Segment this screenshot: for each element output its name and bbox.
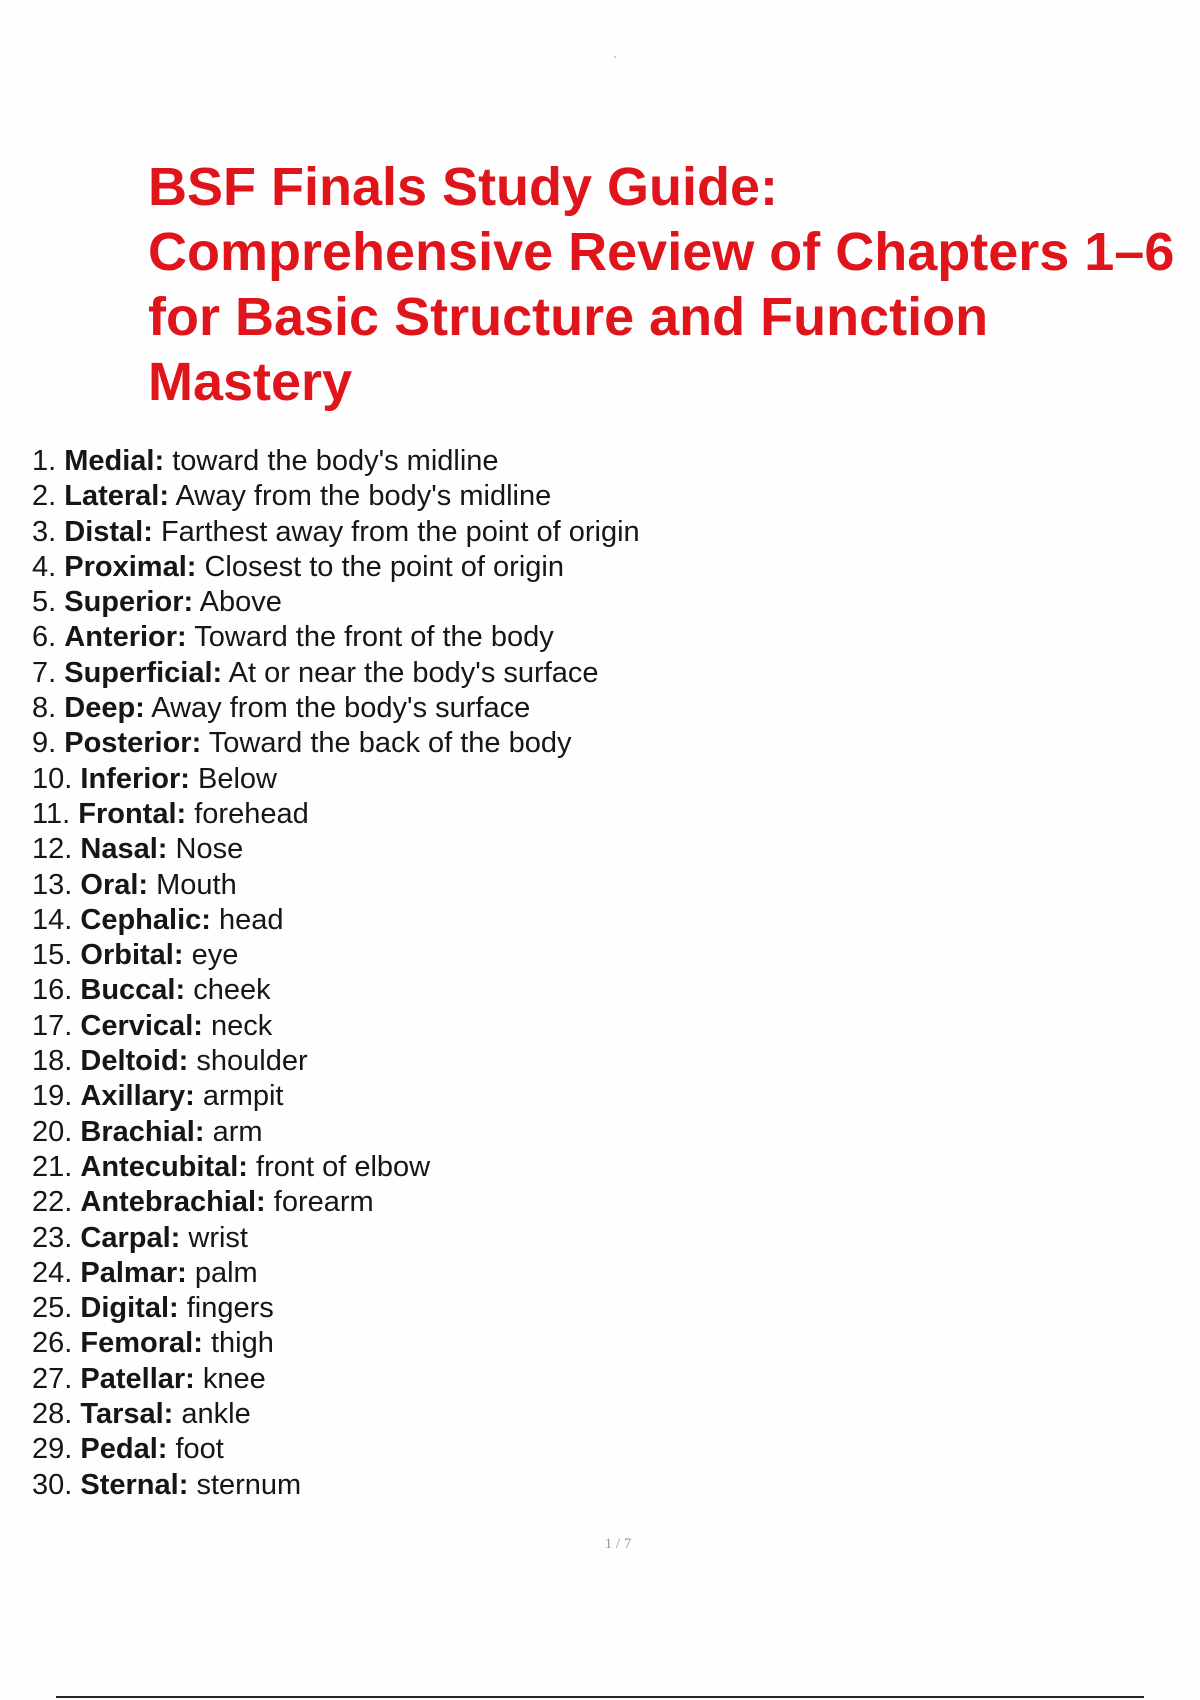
page-title: [148, 155, 1200, 415]
list-item: [32, 1009, 792, 1044]
list-item: [32, 585, 792, 620]
item-definition: fingers: [186, 1292, 274, 1325]
item-number: 17.: [32, 1009, 73, 1042]
item-term: Pedal:: [80, 1433, 168, 1466]
item-number: 15.: [32, 939, 73, 972]
item-number: 20.: [32, 1115, 73, 1148]
item-term: Proximal:: [64, 550, 197, 583]
item-number: 22.: [32, 1186, 73, 1219]
item-term: Oral:: [80, 868, 149, 901]
item-term: Inferior:: [80, 762, 190, 795]
item-number: 12.: [32, 833, 73, 866]
list-item: [32, 762, 792, 797]
item-definition: forehead: [194, 797, 309, 830]
item-definition: neck: [210, 1009, 273, 1042]
item-number: 8.: [32, 692, 57, 725]
item-definition: front of elbow: [256, 1150, 431, 1183]
item-term: Antecubital:: [80, 1150, 248, 1183]
list-item: [32, 1115, 792, 1150]
item-term: Carpal:: [80, 1221, 181, 1254]
item-definition: Nose: [175, 833, 244, 866]
item-definition: cheek: [193, 974, 271, 1007]
list-item: [32, 1397, 792, 1432]
item-number: 21.: [32, 1150, 73, 1183]
item-number: 26.: [32, 1327, 73, 1360]
list-item: [32, 479, 792, 514]
item-term: Deep:: [64, 692, 145, 725]
list-item: [32, 868, 792, 903]
item-definition: Above: [199, 586, 282, 619]
list-item: [32, 1221, 792, 1256]
item-number: 19.: [32, 1080, 73, 1113]
item-definition: toward the body's midline: [172, 445, 499, 477]
item-definition: eye: [191, 939, 239, 972]
list-item: [32, 1150, 792, 1185]
item-term: Cervical:: [80, 1009, 203, 1042]
list-item: [32, 444, 792, 479]
list-item: [32, 691, 792, 726]
item-definition: shoulder: [196, 1045, 308, 1078]
item-number: 6.: [32, 621, 57, 654]
item-definition: Away from the body's midline: [175, 480, 552, 513]
item-number: 27.: [32, 1362, 73, 1395]
item-term: Tarsal:: [80, 1398, 174, 1431]
item-number: 4.: [32, 550, 57, 583]
list-item: [32, 973, 792, 1008]
title-line-4: Mastery: [148, 352, 353, 412]
item-term: Nasal:: [80, 833, 168, 866]
item-number: 23.: [32, 1221, 73, 1254]
scan-mark: [614, 56, 616, 58]
item-term: Brachial:: [80, 1115, 205, 1148]
list-item: [32, 1432, 792, 1467]
item-definition: palm: [194, 1256, 258, 1289]
item-definition: forearm: [273, 1186, 374, 1219]
item-number: 24.: [32, 1256, 73, 1289]
item-term: Femoral:: [80, 1327, 203, 1360]
item-number: 29.: [32, 1433, 73, 1466]
list-item: [32, 938, 792, 973]
item-definition: Toward the back of the body: [208, 727, 572, 760]
item-definition: At or near the body's surface: [228, 656, 599, 689]
list-item: [32, 1044, 792, 1079]
item-number: 11.: [32, 797, 71, 830]
item-number: 3.: [32, 515, 57, 548]
item-number: 13.: [32, 868, 73, 901]
item-definition: foot: [175, 1433, 224, 1466]
item-definition: sternum: [196, 1468, 302, 1501]
item-term: Posterior:: [64, 727, 202, 760]
title-line-2: Comprehensive Review of Chapters 1–6: [148, 222, 1175, 282]
item-number: 28.: [32, 1398, 73, 1431]
item-term: Digital:: [80, 1292, 179, 1325]
item-term: Palmar:: [80, 1256, 187, 1289]
item-definition: Farthest away from the point of origin: [160, 515, 640, 548]
item-term: Antebrachial:: [80, 1186, 266, 1219]
item-term: Medial:: [64, 445, 165, 477]
list-item: [32, 1362, 792, 1397]
item-number: 1.: [32, 445, 57, 477]
item-term: Buccal:: [80, 974, 186, 1007]
item-number: 16.: [32, 974, 73, 1007]
item-number: 18.: [32, 1045, 73, 1078]
page-number: 1 / 7: [604, 1536, 632, 1552]
list-item: [32, 1256, 792, 1291]
item-term: Anterior:: [64, 621, 187, 654]
list-item: [32, 1468, 792, 1503]
item-definition: arm: [212, 1115, 263, 1148]
list-item: [32, 1079, 792, 1114]
item-definition: Below: [198, 762, 278, 795]
term-list: [32, 444, 792, 1503]
item-term: Deltoid:: [80, 1045, 189, 1078]
item-number: 14.: [32, 903, 73, 936]
item-number: 10.: [32, 762, 73, 795]
item-definition: wrist: [188, 1221, 248, 1254]
item-definition: Away from the body's surface: [151, 692, 531, 725]
item-number: 5.: [32, 586, 57, 619]
item-definition: Mouth: [156, 868, 237, 901]
bottom-divider: [56, 1696, 1144, 1698]
item-term: Patellar:: [80, 1362, 195, 1395]
item-term: Distal:: [64, 515, 153, 548]
item-definition: head: [218, 903, 284, 936]
list-item: [32, 1185, 792, 1220]
item-definition: Toward the front of the body: [194, 621, 554, 654]
list-item: [32, 656, 792, 691]
item-number: 30.: [32, 1468, 73, 1501]
title-line-3: for Basic Structure and Function: [148, 287, 989, 347]
list-item: [32, 726, 792, 761]
item-definition: thigh: [210, 1327, 274, 1360]
list-item: [32, 550, 792, 585]
list-item: [32, 903, 792, 938]
item-term: Cephalic:: [80, 903, 211, 936]
list-item: [32, 620, 792, 655]
list-item: [32, 832, 792, 867]
item-number: 9.: [32, 727, 57, 760]
list-item: [32, 515, 792, 550]
item-term: Orbital:: [80, 939, 184, 972]
title-line-1: BSF Finals Study Guide:: [148, 157, 779, 217]
list-item: [32, 1326, 792, 1361]
item-term: Axillary:: [80, 1080, 195, 1113]
item-definition: knee: [202, 1362, 266, 1395]
item-definition: armpit: [202, 1080, 284, 1113]
item-definition: Closest to the point of origin: [204, 550, 564, 583]
list-item: [32, 797, 792, 832]
item-term: Frontal:: [78, 797, 187, 830]
item-number: 25.: [32, 1292, 73, 1325]
item-term: Superficial:: [64, 656, 223, 689]
item-number: 2.: [32, 480, 57, 513]
item-term: Superior:: [64, 586, 194, 619]
list-item: [32, 1291, 792, 1326]
item-definition: ankle: [181, 1398, 251, 1431]
item-term: Lateral:: [64, 480, 170, 513]
item-number: 7.: [32, 656, 57, 689]
item-term: Sternal:: [80, 1468, 189, 1501]
